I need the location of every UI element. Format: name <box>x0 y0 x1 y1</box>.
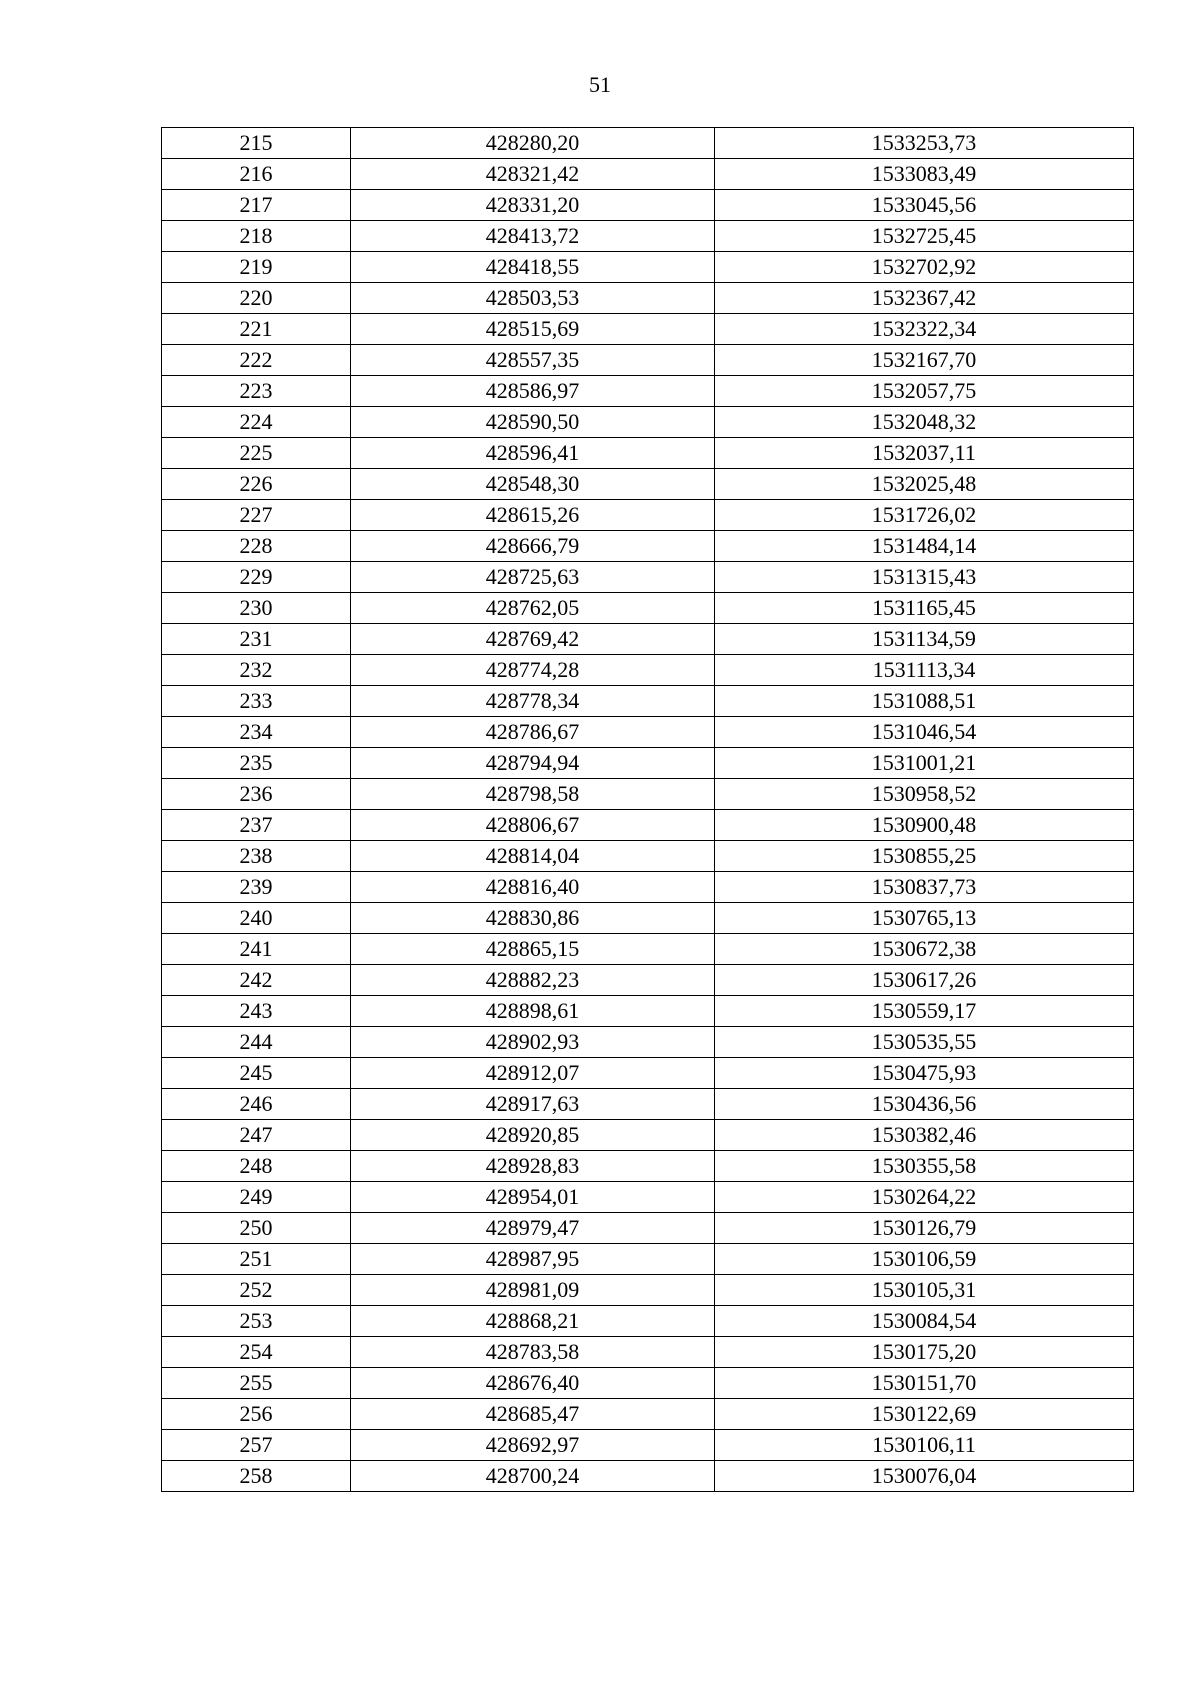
point-number-cell: 235 <box>162 748 351 779</box>
x-coordinate-cell: 428898,61 <box>351 996 715 1027</box>
x-coordinate-cell: 428280,20 <box>351 128 715 159</box>
x-coordinate-cell: 428769,42 <box>351 624 715 655</box>
x-coordinate-cell: 428794,94 <box>351 748 715 779</box>
table-row <box>162 1120 1134 1151</box>
x-coordinate-cell: 428515,69 <box>351 314 715 345</box>
table-row <box>162 190 1134 221</box>
point-number-cell: 234 <box>162 717 351 748</box>
y-coordinate-cell: 1532025,48 <box>715 469 1134 500</box>
point-number-cell: 241 <box>162 934 351 965</box>
x-coordinate-cell: 428685,47 <box>351 1399 715 1430</box>
point-number-cell: 239 <box>162 872 351 903</box>
point-number-cell: 232 <box>162 655 351 686</box>
x-coordinate-cell: 428912,07 <box>351 1058 715 1089</box>
y-coordinate-cell: 1532167,70 <box>715 345 1134 376</box>
table-row <box>162 438 1134 469</box>
point-number-cell: 216 <box>162 159 351 190</box>
point-number-cell: 233 <box>162 686 351 717</box>
table-row <box>162 314 1134 345</box>
x-coordinate-cell: 428816,40 <box>351 872 715 903</box>
y-coordinate-cell: 1533083,49 <box>715 159 1134 190</box>
y-coordinate-cell: 1530355,58 <box>715 1151 1134 1182</box>
table-row <box>162 345 1134 376</box>
point-number-cell: 217 <box>162 190 351 221</box>
x-coordinate-cell: 428865,15 <box>351 934 715 965</box>
y-coordinate-cell: 1530535,55 <box>715 1027 1134 1058</box>
point-number-cell: 221 <box>162 314 351 345</box>
y-coordinate-cell: 1530617,26 <box>715 965 1134 996</box>
y-coordinate-cell: 1530855,25 <box>715 841 1134 872</box>
table-row <box>162 500 1134 531</box>
table-row <box>162 996 1134 1027</box>
table-row <box>162 1461 1134 1492</box>
point-number-cell: 236 <box>162 779 351 810</box>
table-row <box>162 593 1134 624</box>
table-row <box>162 841 1134 872</box>
table-row <box>162 159 1134 190</box>
y-coordinate-cell: 1531046,54 <box>715 717 1134 748</box>
point-number-cell: 229 <box>162 562 351 593</box>
x-coordinate-cell: 428548,30 <box>351 469 715 500</box>
table-row <box>162 1151 1134 1182</box>
table-row <box>162 965 1134 996</box>
point-number-cell: 249 <box>162 1182 351 1213</box>
x-coordinate-cell: 428557,35 <box>351 345 715 376</box>
x-coordinate-cell: 428806,67 <box>351 810 715 841</box>
point-number-cell: 222 <box>162 345 351 376</box>
x-coordinate-cell: 428928,83 <box>351 1151 715 1182</box>
x-coordinate-cell: 428596,41 <box>351 438 715 469</box>
x-coordinate-cell: 428868,21 <box>351 1306 715 1337</box>
x-coordinate-cell: 428920,85 <box>351 1120 715 1151</box>
y-coordinate-cell: 1530126,79 <box>715 1213 1134 1244</box>
y-coordinate-cell: 1530151,70 <box>715 1368 1134 1399</box>
point-number-cell: 240 <box>162 903 351 934</box>
point-number-cell: 230 <box>162 593 351 624</box>
table-row <box>162 686 1134 717</box>
y-coordinate-cell: 1530264,22 <box>715 1182 1134 1213</box>
table-row <box>162 1089 1134 1120</box>
table-row <box>162 748 1134 779</box>
table-row <box>162 407 1134 438</box>
point-number-cell: 215 <box>162 128 351 159</box>
x-coordinate-cell: 428954,01 <box>351 1182 715 1213</box>
table-row <box>162 934 1134 965</box>
x-coordinate-cell: 428798,58 <box>351 779 715 810</box>
table-row <box>162 221 1134 252</box>
table-row <box>162 717 1134 748</box>
y-coordinate-cell: 1532057,75 <box>715 376 1134 407</box>
x-coordinate-cell: 428692,97 <box>351 1430 715 1461</box>
x-coordinate-cell: 428783,58 <box>351 1337 715 1368</box>
y-coordinate-cell: 1530382,46 <box>715 1120 1134 1151</box>
y-coordinate-cell: 1532322,34 <box>715 314 1134 345</box>
table-row <box>162 376 1134 407</box>
point-number-cell: 248 <box>162 1151 351 1182</box>
point-number-cell: 253 <box>162 1306 351 1337</box>
point-number-cell: 237 <box>162 810 351 841</box>
x-coordinate-cell: 428979,47 <box>351 1213 715 1244</box>
x-coordinate-cell: 428666,79 <box>351 531 715 562</box>
table-row <box>162 252 1134 283</box>
y-coordinate-cell: 1530106,59 <box>715 1244 1134 1275</box>
page-number: 51 <box>589 72 611 97</box>
table-row <box>162 1182 1134 1213</box>
point-number-cell: 226 <box>162 469 351 500</box>
x-coordinate-cell: 428503,53 <box>351 283 715 314</box>
table-row <box>162 1244 1134 1275</box>
x-coordinate-cell: 428700,24 <box>351 1461 715 1492</box>
y-coordinate-cell: 1530475,93 <box>715 1058 1134 1089</box>
table-row <box>162 1058 1134 1089</box>
point-number-cell: 247 <box>162 1120 351 1151</box>
y-coordinate-cell: 1530084,54 <box>715 1306 1134 1337</box>
point-number-cell: 254 <box>162 1337 351 1368</box>
x-coordinate-cell: 428725,63 <box>351 562 715 593</box>
point-number-cell: 250 <box>162 1213 351 1244</box>
point-number-cell: 219 <box>162 252 351 283</box>
x-coordinate-cell: 428778,34 <box>351 686 715 717</box>
point-number-cell: 242 <box>162 965 351 996</box>
x-coordinate-cell: 428590,50 <box>351 407 715 438</box>
x-coordinate-cell: 428830,86 <box>351 903 715 934</box>
x-coordinate-cell: 428902,93 <box>351 1027 715 1058</box>
y-coordinate-cell: 1530900,48 <box>715 810 1134 841</box>
y-coordinate-cell: 1530175,20 <box>715 1337 1134 1368</box>
x-coordinate-cell: 428676,40 <box>351 1368 715 1399</box>
x-coordinate-cell: 428786,67 <box>351 717 715 748</box>
point-number-cell: 255 <box>162 1368 351 1399</box>
y-coordinate-cell: 1532048,32 <box>715 407 1134 438</box>
table-row <box>162 872 1134 903</box>
x-coordinate-cell: 428987,95 <box>351 1244 715 1275</box>
y-coordinate-cell: 1532037,11 <box>715 438 1134 469</box>
point-number-cell: 256 <box>162 1399 351 1430</box>
x-coordinate-cell: 428882,23 <box>351 965 715 996</box>
y-coordinate-cell: 1530672,38 <box>715 934 1134 965</box>
point-number-cell: 246 <box>162 1089 351 1120</box>
x-coordinate-cell: 428762,05 <box>351 593 715 624</box>
table-row <box>162 1213 1134 1244</box>
table-row <box>162 655 1134 686</box>
point-number-cell: 224 <box>162 407 351 438</box>
point-number-cell: 228 <box>162 531 351 562</box>
y-coordinate-cell: 1530436,56 <box>715 1089 1134 1120</box>
x-coordinate-cell: 428418,55 <box>351 252 715 283</box>
table-row <box>162 1337 1134 1368</box>
table-row <box>162 283 1134 314</box>
point-number-cell: 243 <box>162 996 351 1027</box>
point-number-cell: 258 <box>162 1461 351 1492</box>
table-row <box>162 624 1134 655</box>
table-row <box>162 1399 1134 1430</box>
point-number-cell: 218 <box>162 221 351 252</box>
y-coordinate-cell: 1530106,11 <box>715 1430 1134 1461</box>
y-coordinate-cell: 1531165,45 <box>715 593 1134 624</box>
point-number-cell: 231 <box>162 624 351 655</box>
table-row <box>162 1430 1134 1461</box>
table-row <box>162 128 1134 159</box>
x-coordinate-cell: 428774,28 <box>351 655 715 686</box>
y-coordinate-cell: 1531726,02 <box>715 500 1134 531</box>
y-coordinate-cell: 1530958,52 <box>715 779 1134 810</box>
coordinates-table-body <box>162 128 1134 1492</box>
y-coordinate-cell: 1530765,13 <box>715 903 1134 934</box>
point-number-cell: 252 <box>162 1275 351 1306</box>
coordinates-table <box>161 127 1134 1492</box>
table-row <box>162 562 1134 593</box>
table-row <box>162 1275 1134 1306</box>
x-coordinate-cell: 428615,26 <box>351 500 715 531</box>
y-coordinate-cell: 1533045,56 <box>715 190 1134 221</box>
point-number-cell: 227 <box>162 500 351 531</box>
table-row <box>162 810 1134 841</box>
y-coordinate-cell: 1532702,92 <box>715 252 1134 283</box>
y-coordinate-cell: 1532725,45 <box>715 221 1134 252</box>
x-coordinate-cell: 428981,09 <box>351 1275 715 1306</box>
point-number-cell: 225 <box>162 438 351 469</box>
y-coordinate-cell: 1531001,21 <box>715 748 1134 779</box>
point-number-cell: 257 <box>162 1430 351 1461</box>
y-coordinate-cell: 1530837,73 <box>715 872 1134 903</box>
point-number-cell: 223 <box>162 376 351 407</box>
y-coordinate-cell: 1530559,17 <box>715 996 1134 1027</box>
y-coordinate-cell: 1532367,42 <box>715 283 1134 314</box>
point-number-cell: 245 <box>162 1058 351 1089</box>
y-coordinate-cell: 1531113,34 <box>715 655 1134 686</box>
point-number-cell: 244 <box>162 1027 351 1058</box>
point-number-cell: 220 <box>162 283 351 314</box>
x-coordinate-cell: 428331,20 <box>351 190 715 221</box>
table-row <box>162 779 1134 810</box>
table-row <box>162 469 1134 500</box>
table-row <box>162 1027 1134 1058</box>
x-coordinate-cell: 428586,97 <box>351 376 715 407</box>
y-coordinate-cell: 1531134,59 <box>715 624 1134 655</box>
x-coordinate-cell: 428413,72 <box>351 221 715 252</box>
y-coordinate-cell: 1531484,14 <box>715 531 1134 562</box>
point-number-cell: 251 <box>162 1244 351 1275</box>
table-row <box>162 903 1134 934</box>
table-row <box>162 1368 1134 1399</box>
point-number-cell: 238 <box>162 841 351 872</box>
y-coordinate-cell: 1533253,73 <box>715 128 1134 159</box>
y-coordinate-cell: 1531315,43 <box>715 562 1134 593</box>
y-coordinate-cell: 1530105,31 <box>715 1275 1134 1306</box>
y-coordinate-cell: 1531088,51 <box>715 686 1134 717</box>
x-coordinate-cell: 428814,04 <box>351 841 715 872</box>
y-coordinate-cell: 1530122,69 <box>715 1399 1134 1430</box>
x-coordinate-cell: 428321,42 <box>351 159 715 190</box>
table-row <box>162 531 1134 562</box>
y-coordinate-cell: 1530076,04 <box>715 1461 1134 1492</box>
x-coordinate-cell: 428917,63 <box>351 1089 715 1120</box>
table-row <box>162 1306 1134 1337</box>
